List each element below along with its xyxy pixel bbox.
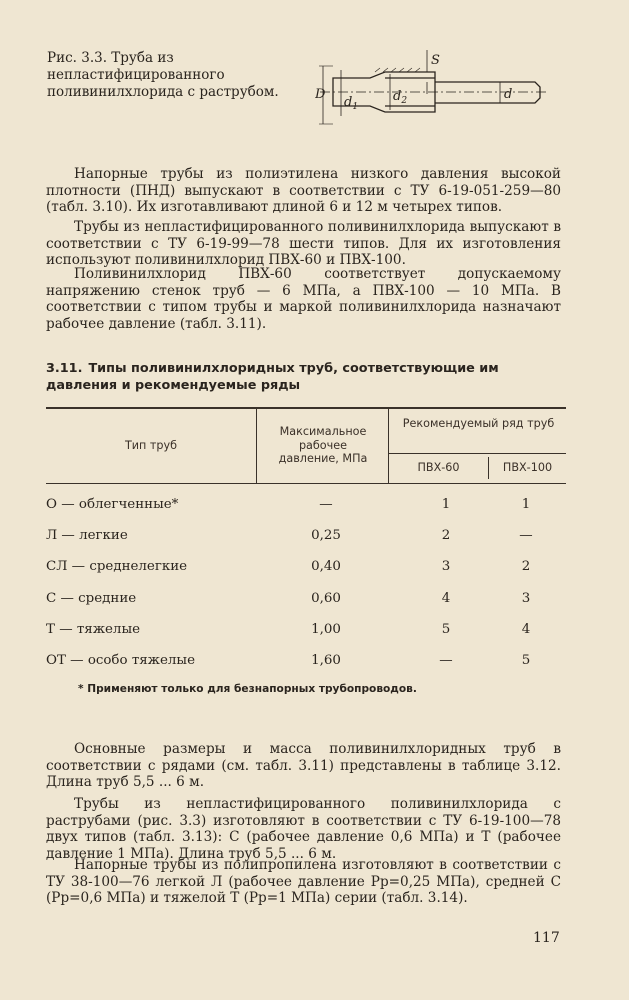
header-series: Рекомендуемый ряд труб <box>402 417 555 430</box>
cell-pvc100: 5 <box>521 653 531 668</box>
cell-pvc60: 3 <box>441 559 451 574</box>
label-d1: $d_1$ <box>344 95 359 112</box>
table-subheader-rule <box>389 453 566 454</box>
paragraph-1: Напорные трубы из полиэтилена низкого давления высокой плотности (ПНД) выпускают в соответствии с ТУ 6-19-051-259—80 (табл. 3.10). Их изготавливают длиной 6 и 12 м четырех типов. <box>46 166 561 215</box>
cell-pressure: 1,60 <box>311 653 341 668</box>
cell-pvc60: 5 <box>441 622 451 637</box>
header-type: Тип труб <box>124 439 178 452</box>
pipe-socket-drawing <box>315 48 550 136</box>
cell-pvc60: 2 <box>441 528 451 543</box>
table-col-divider-1 <box>256 407 257 483</box>
header-pvc60: ПВХ-60 <box>417 461 460 474</box>
cell-pvc100: — <box>519 528 533 543</box>
paragraph-5: Трубы из непластифицированного поливинилхлорида с раструбами (рис. 3.3) изготовляют в соответствии с ТУ 6-19-100—78 двух типов (табл. 3.13): С (рабочее давление 0,6 МПа) и Т (рабочее давление 1 МПа). Длина труб 5,5 ... 6 м. <box>46 796 561 862</box>
cell-type: СЛ — среднелегкие <box>46 559 188 574</box>
table-row <box>46 591 566 613</box>
paragraph-3: Поливинилхлорид ПВХ-60 соответствует допускаемому напряжению стенок труб — 6 МПа, а ПВХ-100 — 10 МПа. В соответствии с типом трубы и маркой поливинилхлорида назначают рабочее давление (табл. 3.11). <box>46 266 561 332</box>
cell-pvc60: 4 <box>441 591 451 606</box>
label-d: d <box>504 87 513 102</box>
table-title-text: Типы поливинилхлоридных труб, соответствующие им давления и рекомендуемые ряды <box>46 361 499 393</box>
table-row <box>46 559 566 581</box>
cell-type: О — облегченные* <box>46 497 179 512</box>
cell-pressure: 0,60 <box>311 591 341 606</box>
table-header-rule <box>46 483 566 484</box>
label-D: D <box>315 87 326 102</box>
paragraph-6: Напорные трубы из полипропилена изготовляют в соответствии с ТУ 38-100—76 легкой Л (рабочее давление Pр=0,25 МПа), средней С (Pр=0,6 МПа) и тяжелой Т (Pр=1 МПа) серии (табл. 3.14). <box>46 857 561 906</box>
table-number: 3.11. <box>46 361 83 376</box>
cell-type: С — средние <box>46 591 137 606</box>
table-title <box>46 360 566 394</box>
cell-pressure: 0,25 <box>311 528 341 543</box>
paragraph-2: Трубы из непластифицированного поливинилхлорида выпускают в соответствии с ТУ 6-19-99—78 шести типов. Для их изготовления используют поливинилхлорид ПВХ-60 и ПВХ-100. <box>46 219 561 268</box>
paragraph-4: Основные размеры и масса поливинилхлоридных труб в соответствии с рядами (см. табл. 3.11) представлены в таблице 3.12. Длина труб 5,5 ... 6 м. <box>46 741 561 790</box>
cell-pvc100: 4 <box>521 622 531 637</box>
label-d2: $d_2$ <box>393 89 408 106</box>
table-row <box>46 528 566 550</box>
label-s: S <box>431 53 440 68</box>
cell-pvc60: 1 <box>441 497 451 512</box>
table-row <box>46 622 566 644</box>
header-pressure: Максимальное рабочее давление, МПа <box>278 425 368 465</box>
table-row <box>46 497 566 519</box>
cell-type: Т — тяжелые <box>46 622 141 637</box>
cell-pvc100: 1 <box>521 497 531 512</box>
cell-pressure: 0,40 <box>311 559 341 574</box>
cell-pvc100: 3 <box>521 591 531 606</box>
cell-type: Л — легкие <box>46 528 128 543</box>
pipe-types-table <box>46 407 566 677</box>
table-row <box>46 653 566 675</box>
table-footnote: * Применяют только для безнапорных трубопроводов. <box>78 683 417 695</box>
cell-pressure: — <box>319 497 333 512</box>
cell-pvc100: 2 <box>521 559 531 574</box>
cell-pvc60: — <box>439 653 453 668</box>
table-top-rule <box>46 407 566 409</box>
figure-caption: Рис. 3.3. Труба из непластифицированного поливинилхлорида с раструбом. <box>47 50 279 100</box>
page-number: 117 <box>533 930 560 946</box>
cell-type: ОТ — особо тяжелые <box>46 653 196 668</box>
cell-pressure: 1,00 <box>311 622 341 637</box>
header-pvc100: ПВХ-100 <box>502 461 553 474</box>
